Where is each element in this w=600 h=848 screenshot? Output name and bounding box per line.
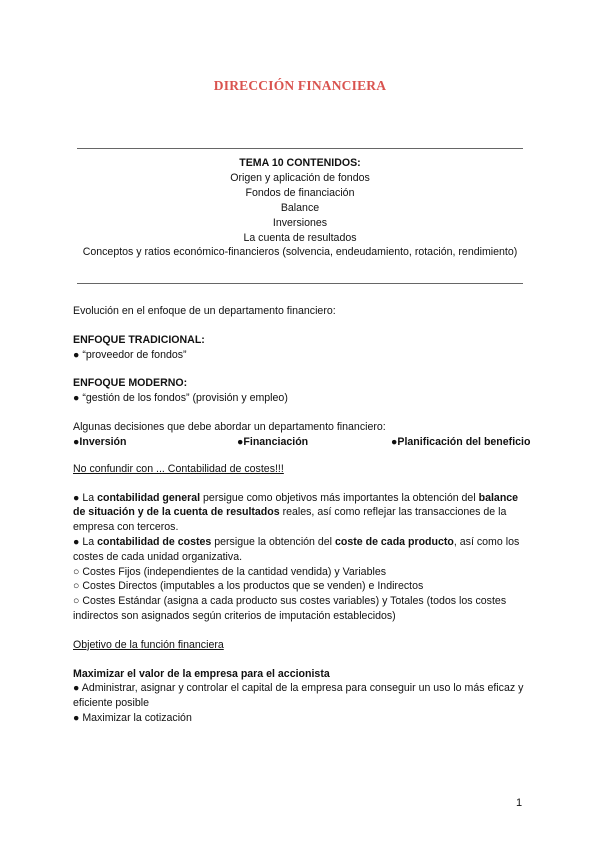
divider-bottom bbox=[77, 283, 523, 284]
cost-type-item: ○ Costes Directos (imputables a los productos que se venden) e Indirectos bbox=[73, 580, 424, 593]
decision-item: ●Planificación del beneficio bbox=[391, 435, 531, 448]
divider-top bbox=[77, 148, 523, 149]
traditional-heading: ENFOQUE TRADICIONAL: bbox=[73, 333, 205, 346]
toc-item: Balance bbox=[280, 201, 320, 214]
objective-heading: Objetivo de la función financiera bbox=[73, 638, 224, 651]
toc-item: Fondos de financiación bbox=[245, 186, 355, 199]
traditional-bullet: ● “proveedor de fondos” bbox=[73, 348, 187, 361]
objective-bullet: ● Maximizar la cotización bbox=[73, 711, 192, 724]
objective-bullet: ● Administrar, asignar y controlar el capital de la empresa para conseguir un uso lo más eficaz y eficiente posible bbox=[73, 682, 524, 710]
decisions-list bbox=[73, 435, 533, 450]
decision-item: ●Inversión bbox=[73, 435, 127, 448]
page-title: DIRECCIÓN FINANCIERA bbox=[213, 78, 387, 93]
general-accounting-paragraph: ● La contabilidad general persigue como objetivos más importantes la obtención del balance de situación y de la cuenta de resultados reales, así como reflejar las transacciones de la empresa con terceros. bbox=[73, 491, 519, 534]
toc-item: Conceptos y ratios económico-financieros (solvencia, endeudamiento, rotación, rendimiento) bbox=[82, 246, 518, 259]
decision-item: ●Financiación bbox=[237, 435, 309, 448]
cost-type-item: ○ Costes Estándar (asigna a cada producto sus costes variables) y Totales (todos los costes indirectos son asignados según criterios de imputación establecidos) bbox=[73, 595, 507, 622]
page-number: 1 bbox=[516, 797, 523, 809]
intro-text: Evolución en el enfoque de un departamento financiero: bbox=[73, 305, 336, 317]
modern-bullet: ● “gestión de los fondos” (provisión y empleo) bbox=[73, 392, 288, 405]
toc-item: Origen y aplicación de fondos bbox=[230, 171, 370, 184]
decisions-intro: Algunas decisiones que debe abordar un departamento financiero: bbox=[73, 420, 386, 433]
accounting-heading: No confundir con ... Contabilidad de costes!!! bbox=[73, 462, 284, 475]
toc-item: Inversiones bbox=[272, 216, 328, 229]
modern-heading: ENFOQUE MODERNO: bbox=[73, 377, 188, 390]
cost-accounting-paragraph: ● La contabilidad de costes persigue la obtención del coste de cada producto, así como los costes de cada unidad organizativa. bbox=[73, 535, 520, 563]
table-of-contents bbox=[0, 156, 600, 260]
document-body bbox=[73, 304, 533, 726]
objective-subheading: Maximizar el valor de la empresa para el accionista bbox=[73, 667, 330, 680]
cost-type-item: ○ Costes Fijos (independientes de la cantidad vendida) y Variables bbox=[73, 565, 387, 578]
toc-heading: TEMA 10 CONTENIDOS: bbox=[239, 157, 361, 169]
toc-item: La cuenta de resultados bbox=[243, 231, 357, 244]
